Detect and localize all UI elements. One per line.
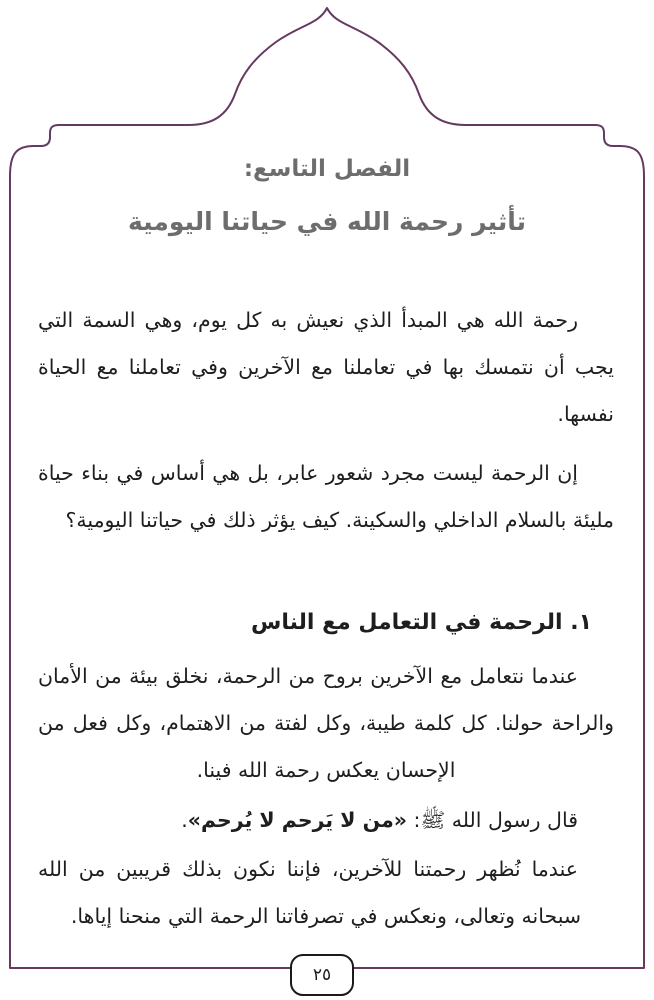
paragraph-3: عندما نتعامل مع الآخرين بروح من الرحمة، نخلق بيئة من الأمان والراحة حولنا. كل كلمة طيبة، وكل لفتة من الاهتمام، وكل فعل من الإحسان يعكس رحمة الله فينا. <box>38 664 614 782</box>
paragraph-4: عندما نُظهر رحمتنا للآخرين، فإننا نكون بذلك قريبين من الله سبحانه وتعالى، ونعكس في تصرفاتنا الرحمة التي منحنا إياها. <box>38 857 582 928</box>
section-heading: ١. الرحمة في التعامل مع الناس <box>251 610 592 635</box>
page-number: ٢٥ <box>312 965 332 985</box>
hadith-line <box>38 797 614 844</box>
paragraph-2: إن الرحمة ليست مجرد شعور عابر، بل هي أساس في بناء حياة مليئة بالسلام الداخلي والسكينة. كيف يؤثر ذلك في حياتنا اليومية؟ <box>38 461 614 532</box>
page-number-box <box>290 954 354 996</box>
chapter-label: الفصل التاسع: <box>243 156 411 182</box>
paragraph-1: رحمة الله هي المبدأ الذي نعيش به كل يوم، وهي السمة التي يجب أن نتمسك بها في تعاملنا مع الآخرين وفي تعاملنا مع الحياة نفسها. <box>38 308 614 426</box>
hadith-quote: «من لا يَرحم لا يُرحم» <box>187 808 408 832</box>
hadith-intro: قال رسول الله ﷺ: <box>407 808 578 832</box>
chapter-header <box>40 154 614 238</box>
body-text <box>38 297 614 940</box>
hadith-period: . <box>181 808 188 832</box>
chapter-title: تأثير رحمة الله في حياتنا اليومية <box>127 207 527 236</box>
